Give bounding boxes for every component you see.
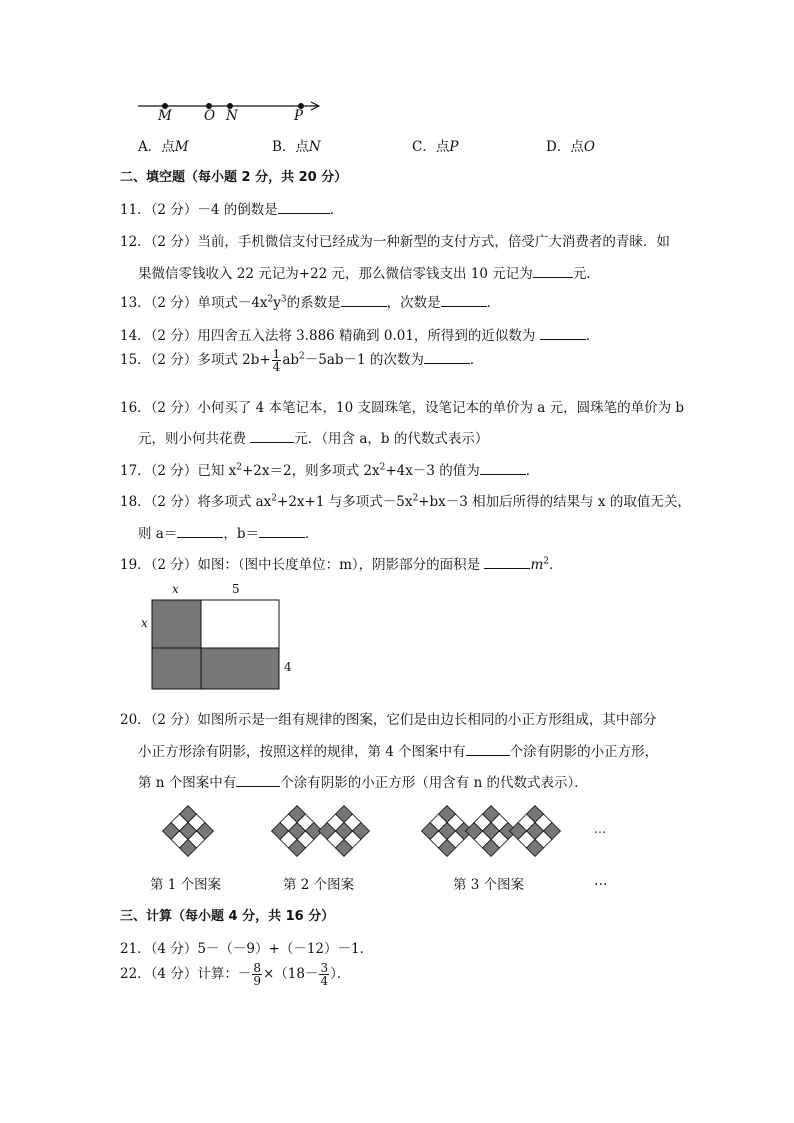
question-20-line2: 小正方形涂有阴影，按照这样的规律，第 4 个图案中有 个涂有阴影的小正方形， — [138, 744, 659, 760]
label-o: O — [204, 108, 216, 124]
shaded-bottom-left — [152, 648, 201, 689]
label-top-x: x — [172, 582, 179, 596]
option-d: D．点O — [546, 139, 595, 155]
question-19: 19．（2 分）如图：（图中长度单位：m），阴影部分的面积是 $m^2$． — [120, 556, 563, 573]
question-12: 12．（2 分）当前，手机微信支付已经成为一种新型的支付方式，倍受广大消费者的青睐．如 — [120, 234, 670, 250]
caption-ellipsis: … — [594, 873, 608, 889]
label-m: M — [158, 108, 172, 124]
pattern-ellipsis: … — [594, 822, 606, 836]
question-14: 14．（2 分）用四舍五入法将 3.886 精确到 0.01，所得到的近似数为 ． — [120, 328, 600, 344]
option-c: C．点P — [412, 139, 459, 155]
option-a: A．点M — [138, 139, 189, 155]
label-p: P — [294, 108, 304, 124]
question-20: 20．（2 分）如图所示是一组有规律的图案，它们是由边长相同的小正方形组成，其中部分 — [120, 712, 657, 728]
question-18: 18．（2 分）将多项式 $ax^2+2x+1$ 与多项式$-5x^2+bx-3$ 相加后所得的结果与 x 的取值无关， — [120, 493, 691, 510]
shaded-bottom-right — [201, 648, 279, 689]
option-b: B．点N — [272, 139, 321, 155]
pattern-3 — [422, 803, 562, 863]
question-17: 17．（2 分）已知 $x^2+2x=2$，则多项式 $2x^2+4x-3$ 的值为 ． — [120, 462, 540, 479]
section-3-title: 三、计算（每小题 4 分，共 16 分） — [120, 909, 335, 924]
unshaded-rect — [201, 600, 279, 648]
question-18-line2: 则 a＝ ，b＝ ． — [138, 526, 319, 542]
caption-3: 第 3 个图案 — [453, 877, 525, 893]
section-2-title: 二、填空题（每小题 2 分，共 20 分） — [120, 170, 348, 185]
caption-2: 第 2 个图案 — [283, 877, 355, 893]
pattern-1 — [158, 803, 218, 863]
question-22: 22．（4 分）计算：－ $\frac{8}{9}$ ×（18－ $\frac{3}{4}$ ）． — [120, 961, 351, 988]
area-figure — [152, 600, 282, 692]
question-20-line3: 第 n 个图案中有 个涂有阴影的小正方形（用含有 n 的代数式表示）． — [138, 775, 588, 791]
pattern-2 — [272, 803, 372, 863]
label-left-x: x — [141, 616, 148, 630]
question-16: 16．（2 分）小何买了 4 本笔记本，10 支圆珠笔，设笔记本的单价为 a 元，圆珠笔的单价为 b — [120, 400, 685, 416]
question-21: 21．（4 分）5－（－9）+（－12）－1． — [120, 941, 374, 957]
label-n: N — [226, 108, 238, 124]
question-11: 11．（2 分）－4 的倒数是 ． — [120, 202, 344, 218]
question-16-line2: 元，则小何共花费 元．（用含 a，b 的代数式表示） — [138, 431, 489, 447]
caption-1: 第 1 个图案 — [150, 877, 222, 893]
label-right-4: 4 — [284, 660, 292, 674]
label-top-5: 5 — [232, 582, 240, 596]
question-12-line2: 果微信零钱收入 22 元记为+22 元，那么微信零钱支出 10 元记为 元． — [138, 266, 600, 282]
question-13: 13．（2 分）单项式$-4x^2y^3$的系数是 ，次数是 ． — [120, 294, 501, 311]
question-15: 15．（2 分）多项式 2b+ $\frac{1}{4}$ $ab^2-5ab-1$ 的次数为 ． — [120, 347, 484, 374]
shaded-square — [152, 600, 201, 648]
